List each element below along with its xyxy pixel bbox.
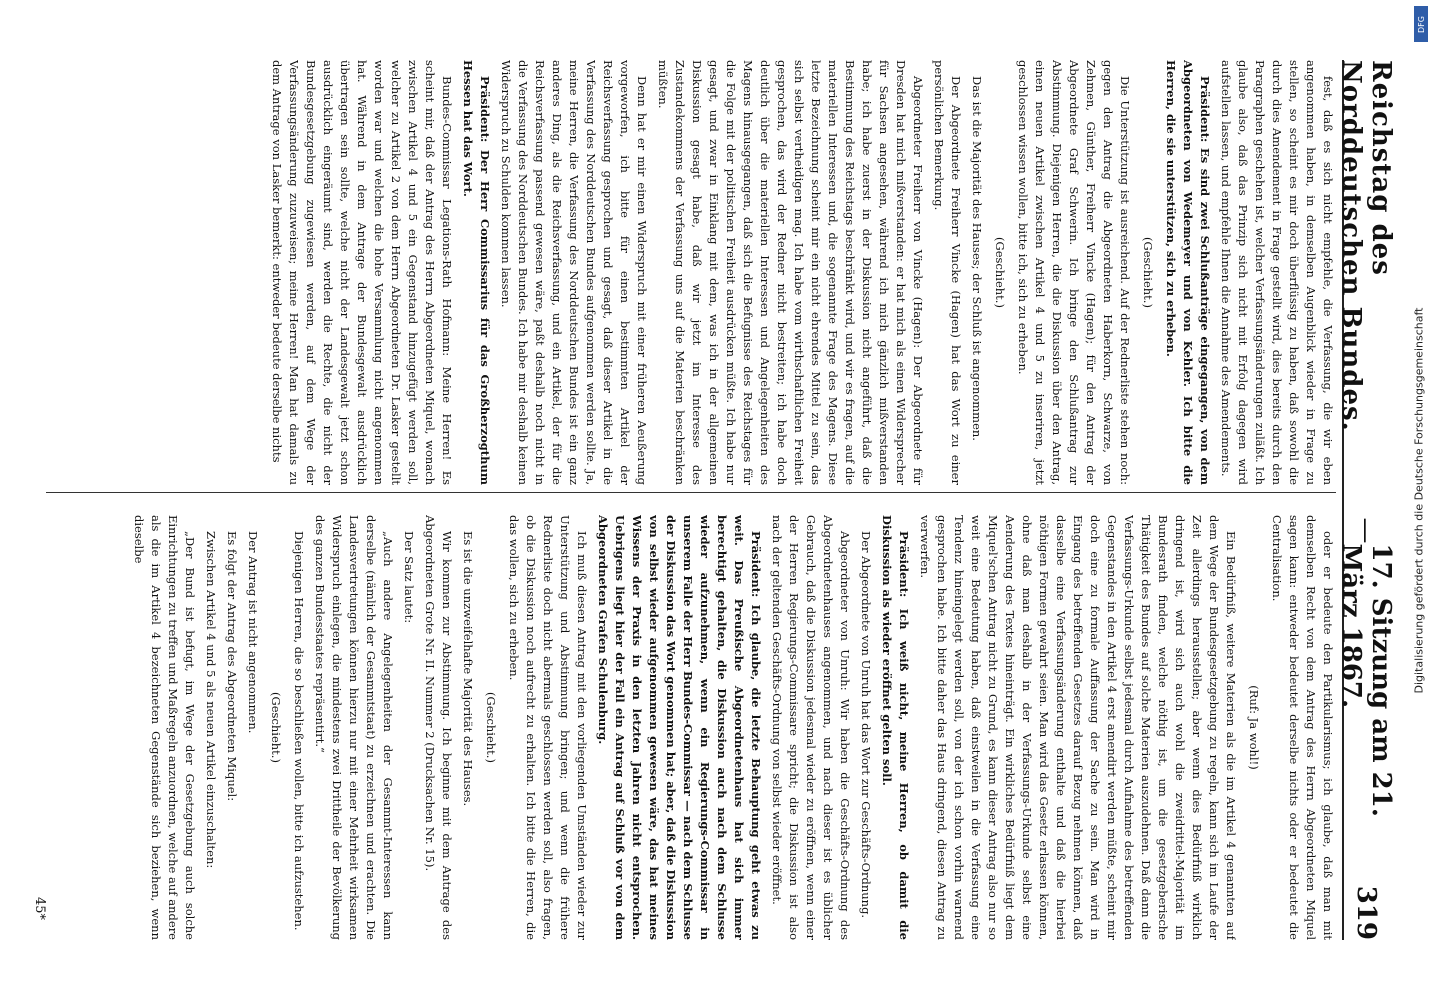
paragraph: Abgeordneter Freiherr von Vincke (Hagen): Der Abgeordnete für Dresden hat mich mißverstanden: er hat mich als einen Widersprecher für Sachsen angesehen, während ich mich gänzlich mißverstanden habe; ich habe zuerst in der Diskussion nicht angeführt, daß die Bestimmung des Reichstags beschränkt wird, und wir es fragen, auf die materiellen Interessen und, die sogenannte Frage des Magens. Diese letzte Bezeichnung scheint mir ein nicht ehrendes Mittel zu sein, das sich selbst vertheidigen mag. Ich habe vom wirthschaftlichen Freiheit gesprochen, das wird der Redner nicht bestreiten; ich habe doch deutlich über die materiellen Interessen und Angelegenheiten des Magens hinausgegangen, daß sich die Befugnisse des Reichstages für die Folge mit der politischen Freiheit ausdrücken müßte. Ich habe nur gesagt, und zwar in Einklang mit dem, was ich in der allgemeinen Diskussion gesagt habe, daß wir jetzt im Interesse des Zustandekommens der Verfassung uns auf die Materien beschränken müßten. — [656, 60, 925, 485]
paragraph: Präsident: Es sind zwei Schlußanträge eingegangen, von dem Abgeordneten von Wedemeyer und von Kehler. Ich bitte die Herren, die sie unterstützen, sich zu erheben. — [1164, 60, 1212, 485]
paragraph: Der Abgeordnete Freiherr Vincke (Hagen) hat das Wort zu einer persönlichen Bemerkung. — [932, 60, 963, 485]
paragraph: Präsident: Ich glaube, die letzte Behauptung geht etwas zu weit. Das Preußische Abgeordnetenhaus hat sich immer berechtigt gehalten, die Diskussion auch nach dem Schlusse wieder aufzunehmen, wenn ein Regierungs-Commissar in unserem Falle der Herr Bundes-Commissar — nach dem Schlusse der Diskussion das Wort genommen hat; aber, daß die Diskussion von selbst wieder aufgenommen gewesen wäre, das hat meines Wissens der Praxis in den letzten Jahren nicht entsprochen. Uebrigens liegt hier der Fall ein Antrag auf Schluß vor von dem Abgeordneten Grafen Schulenburg. — [596, 515, 763, 940]
paragraph: Präsident: Ich weiß nicht, meine Herren, ob damit die Diskussion als wieder eröffnet gelten soll. — [880, 515, 911, 940]
digitization-credit — [1408, 0, 1430, 1000]
paragraph: oder er bedeute den Partikularismus; ich glaube, daß man mit demselben Recht von dem Antrag des Herrn Abgeordneten Miquel sagen kann: entweder bedeutet derselbe nichts oder er bedeutet die Centralisation. — [1270, 515, 1335, 940]
page-number: 319 — [1351, 885, 1381, 940]
paragraph: Abgeordneter von Unruh: Wir haben die Geschäfts-Ordnung des Abgeordnetenhauses angenommen, und nach dieser ist es üblicher Gebrauch, daß die Diskussion jedesmal wieder zu eröffnen, wenn einer der Herren Regierungs-Commissare spricht; die Diskussion ist also nach der geltenden Geschäfts-Ordnung von selbst wieder eröffnet. — [770, 515, 852, 940]
quoted-motion: „Auch andere Angelegenheiten der Gesammt-Interessen kann derselbe (nämlich der Gesammtstaat) zu erzeichnen und erachten. Die Landesvertretungen können hierzu nur mit einer Mehrheit wirksamen Widerspruch einlegen, die mindestens zwei Drittheile der Bevölkerung des ganzen Bundesstaates repräsentirt.“ — [313, 515, 395, 940]
paragraph: Bundes-Commissar Legations-Rath Hofmann: Meine Herren! Es scheint mir, daß der Antrag des Herrn Abgeordneten Miquel, wonach zwischen Artikel 4 und 5 ein Gegenstand hinzugefügt werden soll, welcher zu Artikel 2 von dem Herrn Abgeordneten Dr. Lasker gestellt worden war und welchen die hohe Versammlung nicht angenommen hat. Während in dem Antrage der Bundesgewalt ausdrücklich übertragen sein sollte, welche nicht der Landesgewalt jetzt schon ausdrücklich eingeräumt sind, werden die Rechte, die nicht der Bundesgesetzgebung zugewiesen werden, auf dem Wege der Verfassungsänderung zuzuweisen; meine Herren! Man hat damals zu dem Antrage von Lasker bemerkt: entweder bedeute derselbe nichts — [270, 60, 454, 485]
paragraph: Der Satz lautet: — [402, 531, 416, 624]
credit-text: Digitalisierung gefördert durch die Deutsche Forschungsgemeinschaft — [1412, 307, 1426, 693]
paragraph: Diejenigen Herren, die so beschließen wollen, bitte ich aufzustehen. — [292, 531, 306, 931]
paragraph: Denn hat er mir einen Widerspruch mit einer früheren Aeußerung vorgeworfen, ich bitte für einen bestimmten Artikel der Reichsverfassung gesprochen und gesagt, daß dieser Artikel in die Verfassung des Norddeutschen Bundes aufgenommen werden sollte. Ja, meine Herren, die Verfassung des Norddeutschen Bundes ist ein ganz anderes Ding, als die Reichsverfassung, und ein Artikel, der für die Reichsverfassung passend gewesen wäre, paßt deshalb noch nicht in die Verfassung des Norddeutschen Bundes. Ich habe mir deshalb keinen Widerspruch zu Schulden kommen lassen. — [499, 60, 649, 485]
stage-direction: (Geschieht.) — [993, 237, 1007, 308]
paragraph: Die Unterstützung ist ausreichend. Auf der Rednerliste stehen noch: gegen den Antrag die Abgeordneten Haberkorn, Schwarze, von Zehmen, Günther, Freiherr Vincke (Hagen); für den Antrag der Abgeordnete Graf Schwerin. Ich bringe den Schlußantrag zur Abstimmung. Diejenigen Herren, die die Diskussion über den Antrag, einen neuen Artikel zwischen Artikel 4 und 5 zu inseriren, jetzt geschlossen wissen wollen, bitte ich, sich zu erheben. — [1016, 60, 1132, 485]
paragraph: Der Abgeordnete von Unruh hat das Wort zur Geschäfts-Ordnung. — [859, 531, 873, 919]
paragraph: Zwischen Artikel 4 und 5 als neuen Artikel einzuschalten: — [204, 531, 218, 869]
paragraph: Der Antrag ist nicht angenommen. — [246, 531, 260, 734]
header-dash: — — [1351, 517, 1381, 544]
stage-direction: (Geschieht.) — [484, 692, 498, 763]
right-text-column — [36, 515, 1336, 940]
paragraph: Wir kommen zur Abstimmung. Ich beginne mit dem Antrage des Abgeordneten Grote Nr. II. Nummer 2 (Drucksachen Nr. 15). — [423, 515, 454, 940]
paragraph: Es ist die unzweifelhafte Majorität des Hauses. — [461, 531, 475, 807]
stage-direction: (Ruf: Ja wohl!) — [1247, 685, 1261, 770]
header-session-date: 17. Sitzung am 21. März 1867. — [1336, 543, 1396, 817]
signature-mark: 45* — [32, 896, 47, 920]
running-header — [1336, 60, 1396, 940]
rotated-page-content — [26, 20, 1406, 980]
quoted-motion: „Der Bund ist befugt, im Wege der Gesetzgebung auch solche Einrichtungen zu treffen und Maßregeln anzuordnen, welche auf andere als die im Artikel 4 bezeichneten Gegenstände sich beziehen, wenn dieselbe — [132, 515, 197, 940]
paragraph: Ich muß diesen Antrag mit den vorliegenden Umständen wieder zur Unterstützung und Abstimmung bringen; und wenn die frühere Rednerliste doch nicht abermals geschlossen werden soll, also fragen, ob die Diskussion noch aufrecht zu erhalten. Ich bitte die Herren, die das wollen, sich zu erheben. — [507, 515, 589, 940]
paragraph: Es folgt der Antrag des Abgeordneten Miquel: — [225, 531, 239, 802]
paragraph: Das ist die Majorität des Hauses; der Schluß ist angenommen. — [970, 76, 984, 441]
paragraph: fest, daß es sich nicht empfehle, die Verfassung, die wir eben angenommen haben, in demselben Augenblick wieder in Frage zu stellen, so scheint es mir doch überflüssig zu haben, daß sowohl die durch dies Amendement in Frage gestellt wird, dies bereits durch den Paragraphen geschehen ist, welcher Verfassungsänderungen zuläßt. Ich glaube also, daß das Prinzip sich nicht mit Erfolg dagegen wird aufstellen lassen, und empfehle Ihnen die Annahme des Amendements. — [1219, 60, 1335, 485]
column-divider — [46, 492, 1336, 493]
left-text-column — [36, 60, 1336, 485]
paragraph: Präsident: Der Herr Commissarius für das Großherzogthum Hessen hat das Wort. — [461, 60, 492, 485]
header-publication-title: Reichstag des Norddeutschen Bundes. — [1336, 60, 1396, 432]
stage-direction: (Geschieht.) — [269, 692, 283, 763]
paragraph: Ein Bedürfniß, weitere Materien als die im Artikel 4 genannten auf dem Wege der Bundesgesetzgebung zu regeln, kann sich im Laufe der Zeit allerdings herausstellen; aber wenn dies Bedürfniß wirklich dringend ist, wird sich auch wohl die zweidrittel-Majorität im Bundesrath finden, welche nöthig ist, um die gesetzgeberische Thätigkeit des Bundes auf solche Materien auszudehnen. Daß dann die Verfassungs-Urkunde selbst jedesmal durch Aufnahme des betreffenden Gegenstandes in den Artikel 4 erst amendirt werden müßte, scheint mir doch eine zu formale Auffassung der Sache zu sein. Man wird in Eingang des betreffenden Gesetzes darauf Bezug nehmen können, daß dasselbe eine Verfassungsänderung enthalte und daß die hierbei nöthigen Formen gewahrt seien. Man wird das Gesetz erlassen können, ohne daß man deshalb in der Verfassungs-Urkunde selbst eine Aenderung des Textes hineinträgt. Ein wirkliches Bedürfniß liegt dem Miquel'schen Antrag nicht zu Grund, es kann dieser Antrag also nur so weit eine Bedeutung haben, daß einstweilen in die Verfassung eine Tendenz hineingelegt werden soll, von der ich schon vorhin warnend gesprochen habe. Ich bitte daher das Haus dringend, diesen Antrag zu verwerfen. — [918, 515, 1238, 940]
dfg-logo-text: DFG — [1416, 15, 1426, 33]
stage-direction: (Geschieht.) — [1141, 237, 1155, 308]
